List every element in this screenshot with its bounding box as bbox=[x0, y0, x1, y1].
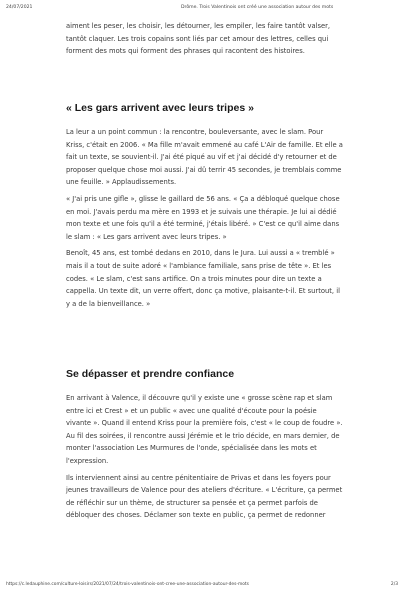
text-line: En arrivant à Valence, il découvre qu'il y existe une « grosse scène rap et slam bbox=[66, 394, 333, 402]
text-line: le slam : « Les gars arrivent avec leurs tripes. » bbox=[66, 232, 227, 241]
section-2-body bbox=[66, 392, 343, 526]
text-line: une feuille. » Applaudissements. bbox=[66, 178, 177, 187]
section-heading-2: Se dépasser et prendre confiance bbox=[66, 368, 235, 380]
print-header bbox=[6, 5, 398, 15]
text-line: codes. « Le slam, c'est sans artifice. On a trois minutes pour dire un texte a bbox=[66, 274, 322, 283]
text-line: cappella. Un texte dit, un verre offert, donc ça motive, plaisante-t-il. Et surtout, il bbox=[66, 287, 340, 296]
text-line: jeunes travailleurs de Valence pour des ateliers d'écriture. « L'écriture, ça permet bbox=[66, 486, 343, 495]
paragraph bbox=[66, 392, 343, 468]
text-line: tantôt claquer. Les trois copains sont liés par cet amour des lettres, celles qui bbox=[66, 34, 329, 43]
text-line: mon texte et une fois qu'il a été terminé, j'étais libéré. » C'est ce qu'il aime dans bbox=[66, 220, 340, 229]
print-footer bbox=[6, 582, 398, 592]
page-number: 2/3 bbox=[390, 582, 398, 587]
text-line: « J'ai pris une gifle », glisse le gaillard de 56 ans. « Ça a débloqué quelque chose bbox=[66, 194, 340, 203]
text-line: forment des mots qui forment des phrases qui racontent des histoires. bbox=[66, 47, 305, 56]
paragraph bbox=[66, 126, 343, 189]
text-line: l'expression. bbox=[66, 456, 109, 465]
text-line: Kriss, c'était en 2006. « Ma fille m'avait emmené au café L'Air de famille. Et elle a bbox=[66, 140, 343, 149]
text-line: Benoît, 45 ans, est tombé dedans en 2010, dans le Jura. Lui aussi a « tremblé » bbox=[66, 249, 335, 258]
intro-paragraph bbox=[66, 20, 330, 58]
text-line: débloquer des choses. Déclamer son texte en public, ça permet de redonner bbox=[66, 511, 326, 520]
text-line: monter l'association Les Murmures de l'onde, spécialisée dans les mots et bbox=[66, 444, 317, 453]
text-line: en moi. J'avais perdu ma mère en 1993 et je suivais une thérapie. Je lui ai dédié bbox=[66, 207, 337, 216]
text-line: La leur a un point commun : la rencontre, bouleversante, avec le slam. Pour bbox=[66, 128, 324, 136]
text-line: Ils interviennent ainsi au centre pénitentiaire de Privas et dans les foyers pour bbox=[66, 473, 331, 482]
print-url: https://c.ledauphine.com/culture-loisirs/2021/07/24/trois-valentinois-ont-cree-une-association-autour-des-mots bbox=[6, 582, 249, 587]
paragraph bbox=[66, 472, 343, 522]
text-line: mais il a tout de suite adoré « l'ambiance familiale, sans prise de tête ». Et les bbox=[66, 261, 332, 270]
text-line: proposer quelque chose moi aussi. J'ai dû terrir 45 secondes, je tremblais comme bbox=[66, 165, 342, 174]
text-line: entre ici et Crest » et un public « avec une qualité d'écoute pour la poésie bbox=[66, 406, 317, 415]
section-1-body bbox=[66, 126, 343, 314]
text-line: y a de la bienveillance. » bbox=[66, 299, 151, 308]
intro-block bbox=[66, 20, 330, 62]
text-line: vivante ». Quand il entend Kriss pour la première fois, c'est « le coup de foudre ». bbox=[66, 419, 343, 428]
text-line: Au fil des soirées, il rencontre aussi Jérémie et le trio décide, en mars dernier, de bbox=[66, 431, 340, 440]
print-date: 24/07/2021 bbox=[6, 5, 33, 10]
text-line: de réfléchir sur un thème, de structurer sa pensée et ça permet parfois de bbox=[66, 498, 318, 507]
paragraph bbox=[66, 247, 343, 310]
text-line: fait un texte, se souvient-il. J'ai été piqué au vif et j'ai décidé d'y retourner et de bbox=[66, 153, 337, 162]
section-heading-1: « Les gars arrivent avec leurs tripes » bbox=[66, 102, 254, 114]
text-line: aiment les peser, les choisir, les détourner, les empiler, les faire tantôt valser, bbox=[66, 22, 331, 30]
print-title: Drôme. Trois Valentinois ont créé une association autour des mots bbox=[181, 5, 334, 10]
paragraph bbox=[66, 193, 343, 243]
